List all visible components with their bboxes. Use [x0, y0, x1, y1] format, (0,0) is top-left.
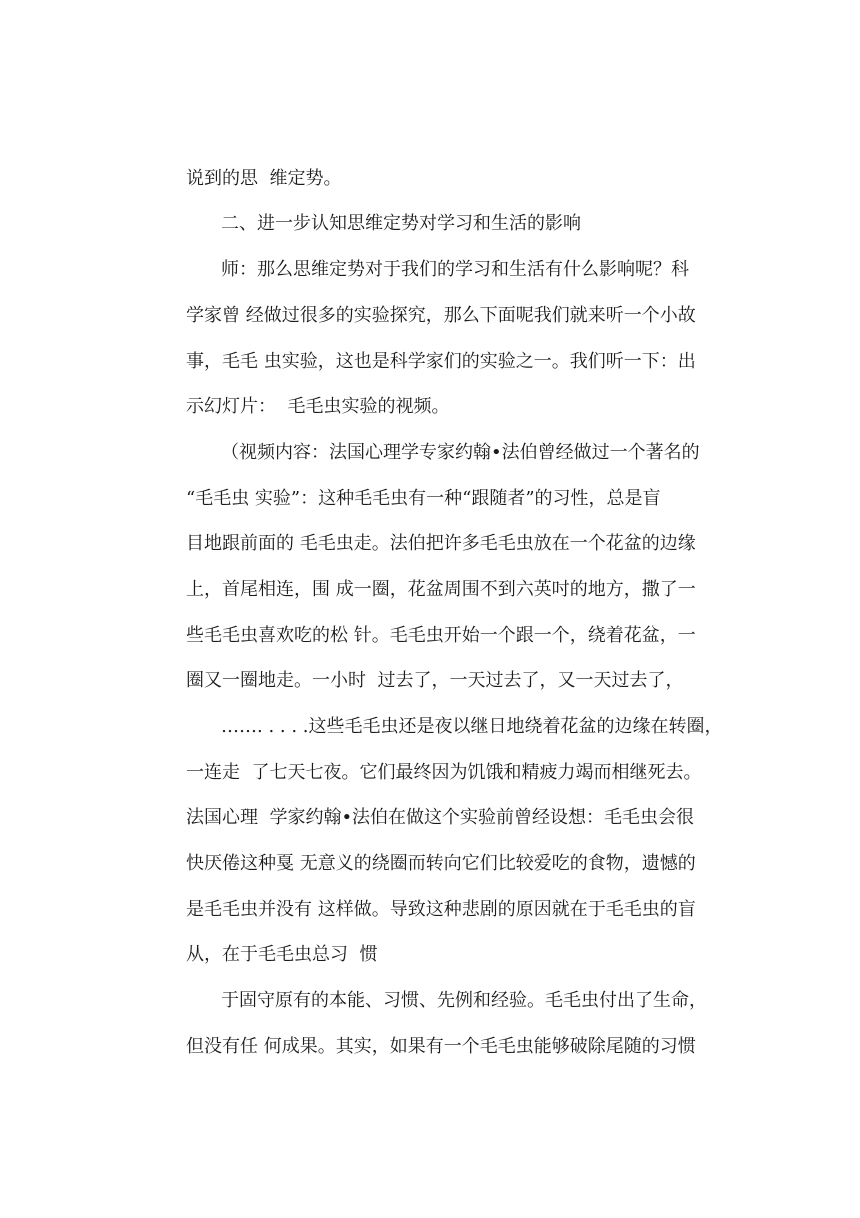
- text-line: （视频内容：法国心理学专家约翰•法伯曾经做过一个著名的: [221, 442, 700, 463]
- text-line: 些毛毛虫喜欢吃的松 针。毛毛虫开始一个跟一个，绕着花盆，一: [186, 625, 696, 646]
- section-heading: 二、进一步认知思维定势对学习和生活的影响: [221, 213, 581, 234]
- text-line: 快厌倦这种戛 无意义的绕圈而转向它们比较爱吃的食物，遗憾的: [186, 853, 696, 874]
- text-line: 事，毛毛 虫实验，这也是科学家们的实验之一。我们听一下：出: [186, 351, 696, 372]
- text-line: 上，首尾相连，围 成一圈，花盆周围不到六英吋的地方，撒了一: [186, 579, 696, 600]
- text-line: 示幻灯片： 毛毛虫实验的视频。: [186, 396, 450, 417]
- text-line: 于固守原有的本能、习惯、先例和经验。毛毛虫付出了生命，: [221, 990, 707, 1011]
- text-line: “毛毛虫 实验”：这种毛毛虫有一种“跟随者”的习性，总是盲: [186, 488, 661, 509]
- text-line: 法国心理 学家约翰•法伯在做这个实验前曾经设想：毛毛虫会很: [186, 807, 695, 828]
- text-line: 但没有任 何成果。其实，如果有一个毛毛虫能够破除尾随的习惯: [186, 1036, 696, 1057]
- text-line: 从，在于毛毛虫总习 惯: [186, 944, 378, 965]
- text-line: 说到的思 维定势。: [186, 168, 342, 189]
- text-line: 师：那么思维定势对于我们的学习和生活有什么影响呢？科: [221, 259, 689, 280]
- text-line: 目地跟前面的 毛毛虫走。法伯把许多毛毛虫放在一个花盆的边缘: [186, 533, 696, 554]
- text-line: 是毛毛虫并没有 这样做。导致这种悲剧的原因就在于毛毛虫的盲: [186, 899, 696, 920]
- text-line: 圈又一圈地走。一小时 过去了，一天过去了，又一天过去了，: [186, 670, 684, 691]
- text-line: 一连走 了七天七夜。它们最终因为饥饿和精疲力竭而相继死去。: [186, 762, 702, 783]
- text-line: 学家曾 经做过很多的实验探究，那么下面呢我们就来听一个小故: [186, 305, 696, 326]
- text-line: ……. . . . .这些毛毛虫还是夜以继日地绕着花盆的边缘在转圈，: [221, 716, 723, 737]
